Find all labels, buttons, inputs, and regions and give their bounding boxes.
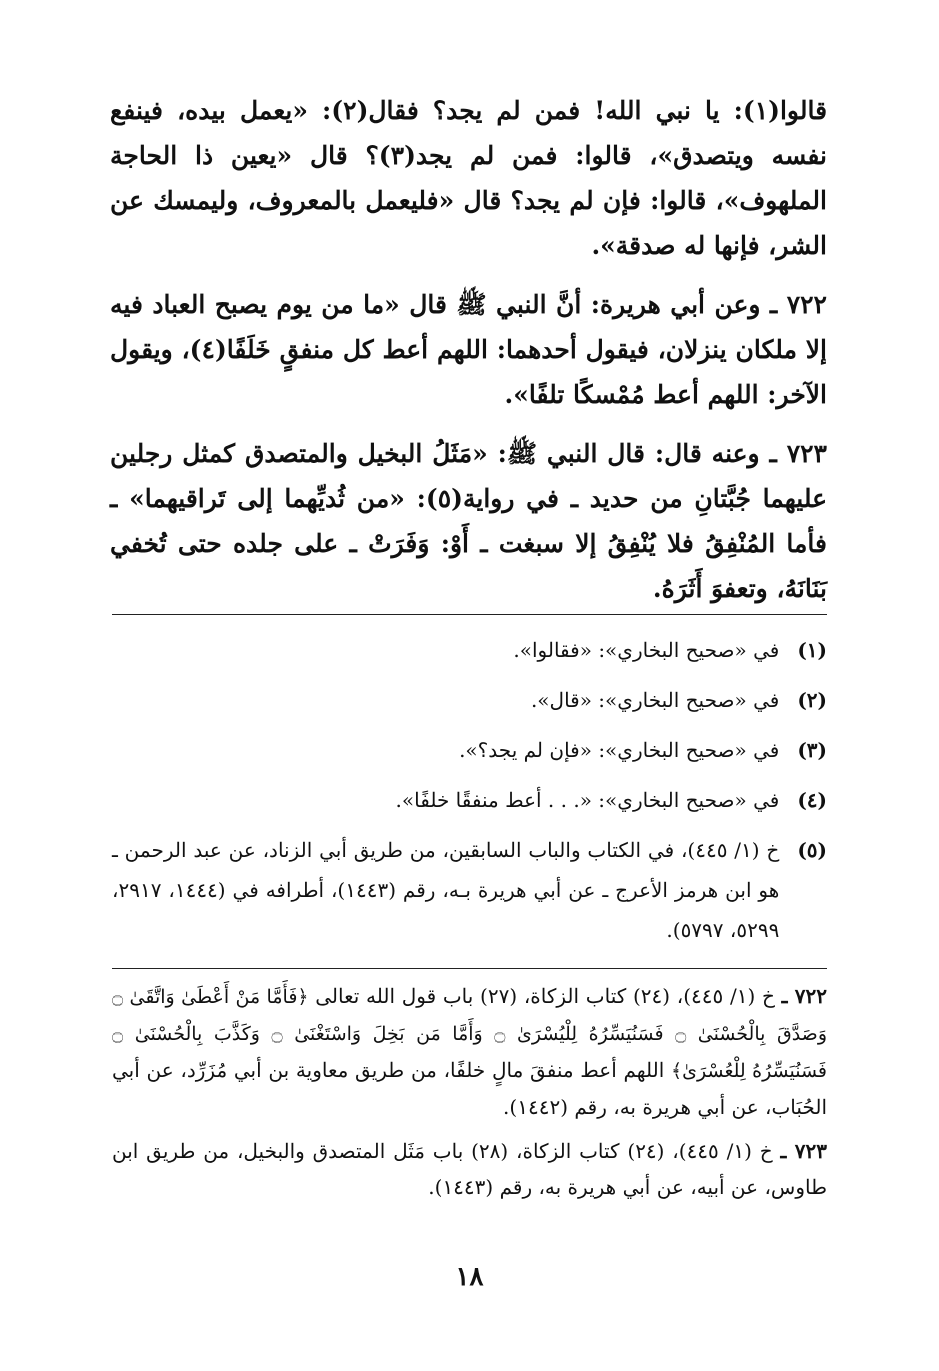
footnote-text: في «صحيح البخاري»: «قال». bbox=[530, 688, 780, 712]
source-text: خ (١/ ٤٤٥)، (٢٤) كتاب الزكاة، (٢٧) باب قول الله تعالى bbox=[315, 984, 775, 1008]
hadith-722 bbox=[110, 282, 827, 417]
footnotes bbox=[112, 630, 827, 960]
footnote-text: خ (١/ ٤٤٥)، في الكتاب والباب السابقين، من طريق أبي الزناد، عن عبد الرحمن ـ هو ابن هرمز الأعرج ـ عن أبي هريرة بـه، رقم (١٤٤٣)، أطرافه في (١٤٤٤، ٢٩١٧، ٥٢٩٩، ٥٧٩٧). bbox=[112, 838, 780, 942]
hadith-number: ٧٢٢ ـ bbox=[769, 290, 827, 319]
footnote-text: في «صحيح البخاري»: «فإن لم يجد؟». bbox=[459, 738, 780, 762]
source-722 bbox=[112, 978, 827, 1125]
footnote-text: في «صحيح البخاري»: «فقالوا». bbox=[513, 638, 780, 662]
hadith-text: وعنه قال: قال النبي ﷺ: «مَثَلُ البخيل والمتصدق كمثل رجلين عليهما جُبَّتانِ من حديد ـ في رواية(٥): «من ثُديِّهما إلى تَراقيهما» ـ فأما المُنْفِقُ فلا يُنْفِقُ إلا سبغت ـ أَوْ: وَفَرَتْ ـ على جلده حتى تُخفي بَنَانَهُ، وتعفوَ أَثَرَهُ. bbox=[110, 439, 828, 603]
footnote-number: (٣) bbox=[797, 738, 827, 762]
hadith-723 bbox=[110, 431, 827, 611]
footnote-2 bbox=[112, 680, 827, 720]
sources-divider bbox=[112, 968, 827, 969]
sources bbox=[112, 978, 827, 1213]
quran-verse: ﴿فَأَمَّا مَنْ أَعْطَىٰ وَاتَّقَىٰ ۝ وَصَدَّقَ بِالْحُسْنَىٰ ۝ فَسَنُيَسِّرُهُ لِلْيُسْرَىٰ ۝ وَأَمَّا مَن بَخِلَ وَاسْتَغْنَىٰ ۝ وَكَذَّبَ بِالْحُسْنَىٰ ۝ فَسَنُيَسِّرُهُ لِلْعُسْرَىٰ﴾ bbox=[112, 986, 828, 1082]
hadith-number: ٧٢٣ ـ bbox=[769, 439, 827, 468]
source-text: خ (١/ ٤٤٥)، (٢٤) كتاب الزكاة، (٢٨) باب مَثَل المتصدق والبخيل، من طريق ابن طاوس، عن أبيه، عن أبي هريرة به، رقم (١٤٤٣). bbox=[112, 1139, 827, 1199]
footnote-divider bbox=[112, 614, 827, 615]
source-text-continued: اللهم أعط منفقَ مالٍ خلفًا، من طريق معاوية بن أبي مُزَرِّد، عن أبي الحُبَاب، عن أبي هريرة به، رقم (١٤٤٢). bbox=[112, 1058, 827, 1119]
footnote-4 bbox=[112, 780, 827, 820]
footnote-1 bbox=[112, 630, 827, 670]
footnote-3 bbox=[112, 730, 827, 770]
source-number: ٧٢٣ ـ bbox=[780, 1139, 828, 1163]
footnote-number: (٢) bbox=[797, 688, 827, 712]
footnote-number: (٤) bbox=[797, 788, 827, 812]
footnote-5 bbox=[112, 830, 827, 950]
source-number: ٧٢٢ ـ bbox=[781, 984, 828, 1008]
paragraph-text: قالوا(١): يا نبي الله! فمن لم يجد؟ فقال(٢): «يعمل بيده، فينفع نفسه ويتصدق»، قالوا: فمن لم يجد(٣)؟ قال «يعين ذا الحاجة الملهوف»، قالوا: فإن لم يجد؟ قال «فليعمل بالمعروف، وليمسك عن الشر، فإنها له صدقة». bbox=[110, 96, 828, 260]
footnote-number: (١) bbox=[797, 638, 827, 662]
source-723 bbox=[112, 1133, 827, 1205]
paragraph-continuation bbox=[110, 88, 827, 268]
hadith-text: وعن أبي هريرة: أنَّ النبي ﷺ قال «ما من يوم يصبح العباد فيه إلا ملكان ينزلان، فيقول أحدهما: اللهم أعط كل منفقٍ خَلَفًا(٤)، ويقول الآخر: اللهم أعط مُمْسكًا تلفًا». bbox=[110, 290, 827, 409]
main-text bbox=[110, 88, 827, 625]
page-number: ١٨ bbox=[455, 1262, 484, 1292]
footnote-number: (٥) bbox=[797, 838, 827, 862]
footnote-text: في «صحيح البخاري»: «. . . أعط منفقًا خلفًا». bbox=[395, 788, 780, 812]
